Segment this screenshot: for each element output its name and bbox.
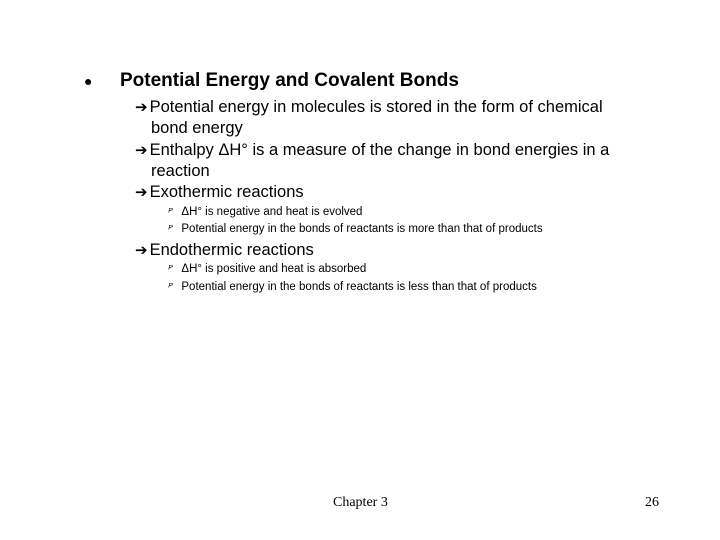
page-number: 26 xyxy=(645,495,659,510)
bullet-text: Potential energy in molecules is stored in the form of chemical xyxy=(149,98,603,116)
sub-bullet-marker-icon: ᴾ xyxy=(168,282,173,293)
sub-bullet-text: Potential energy in the bonds of reactants is less than that of products xyxy=(181,281,537,293)
sub-bullet-text: is positive and heat is absorbed xyxy=(201,263,367,275)
title-bullet-icon: ● xyxy=(84,73,93,89)
bullet-text: is a measure of the change in bond energies in a xyxy=(247,141,610,159)
sub-bullet-text: is negative and heat is evolved xyxy=(201,206,363,218)
bullet-endothermic xyxy=(135,240,655,261)
footer-chapter: Chapter 3 xyxy=(333,495,388,510)
bullet-enthalpy xyxy=(135,140,655,181)
sub-bullet-marker-icon: ᴾ xyxy=(168,207,173,218)
delta-h-symbol: ΔH° xyxy=(181,263,202,275)
delta-h-symbol: ΔH° xyxy=(181,206,202,218)
sub-bullet-endothermic-delta-h xyxy=(168,262,366,277)
sub-bullet-exothermic-delta-h xyxy=(168,205,362,220)
bullet-text-prefix: Enthalpy xyxy=(149,141,219,159)
right-arrow-icon: ➔ xyxy=(135,184,148,201)
sub-bullet-marker-icon: ᴾ xyxy=(168,224,173,235)
delta-h-symbol: ΔH° xyxy=(218,141,248,159)
sub-bullet-marker-icon: ᴾ xyxy=(168,264,173,275)
right-arrow-icon: ➔ xyxy=(135,242,148,259)
bullet-text: Endothermic reactions xyxy=(149,241,314,259)
right-arrow-icon: ➔ xyxy=(135,142,148,159)
bullet-text: Exothermic reactions xyxy=(149,183,304,201)
bullet-potential-energy xyxy=(135,97,655,138)
sub-bullet-endothermic-energy xyxy=(168,280,537,295)
right-arrow-icon: ➔ xyxy=(135,99,148,116)
sub-bullet-exothermic-energy xyxy=(168,222,543,237)
slide-title: Potential Energy and Covalent Bonds xyxy=(120,70,459,91)
bullet-exothermic xyxy=(135,182,655,203)
bullet-text-continuation: bond energy xyxy=(151,119,243,137)
bullet-text-continuation: reaction xyxy=(151,162,210,180)
sub-bullet-text: Potential energy in the bonds of reactants is more than that of products xyxy=(181,223,543,235)
